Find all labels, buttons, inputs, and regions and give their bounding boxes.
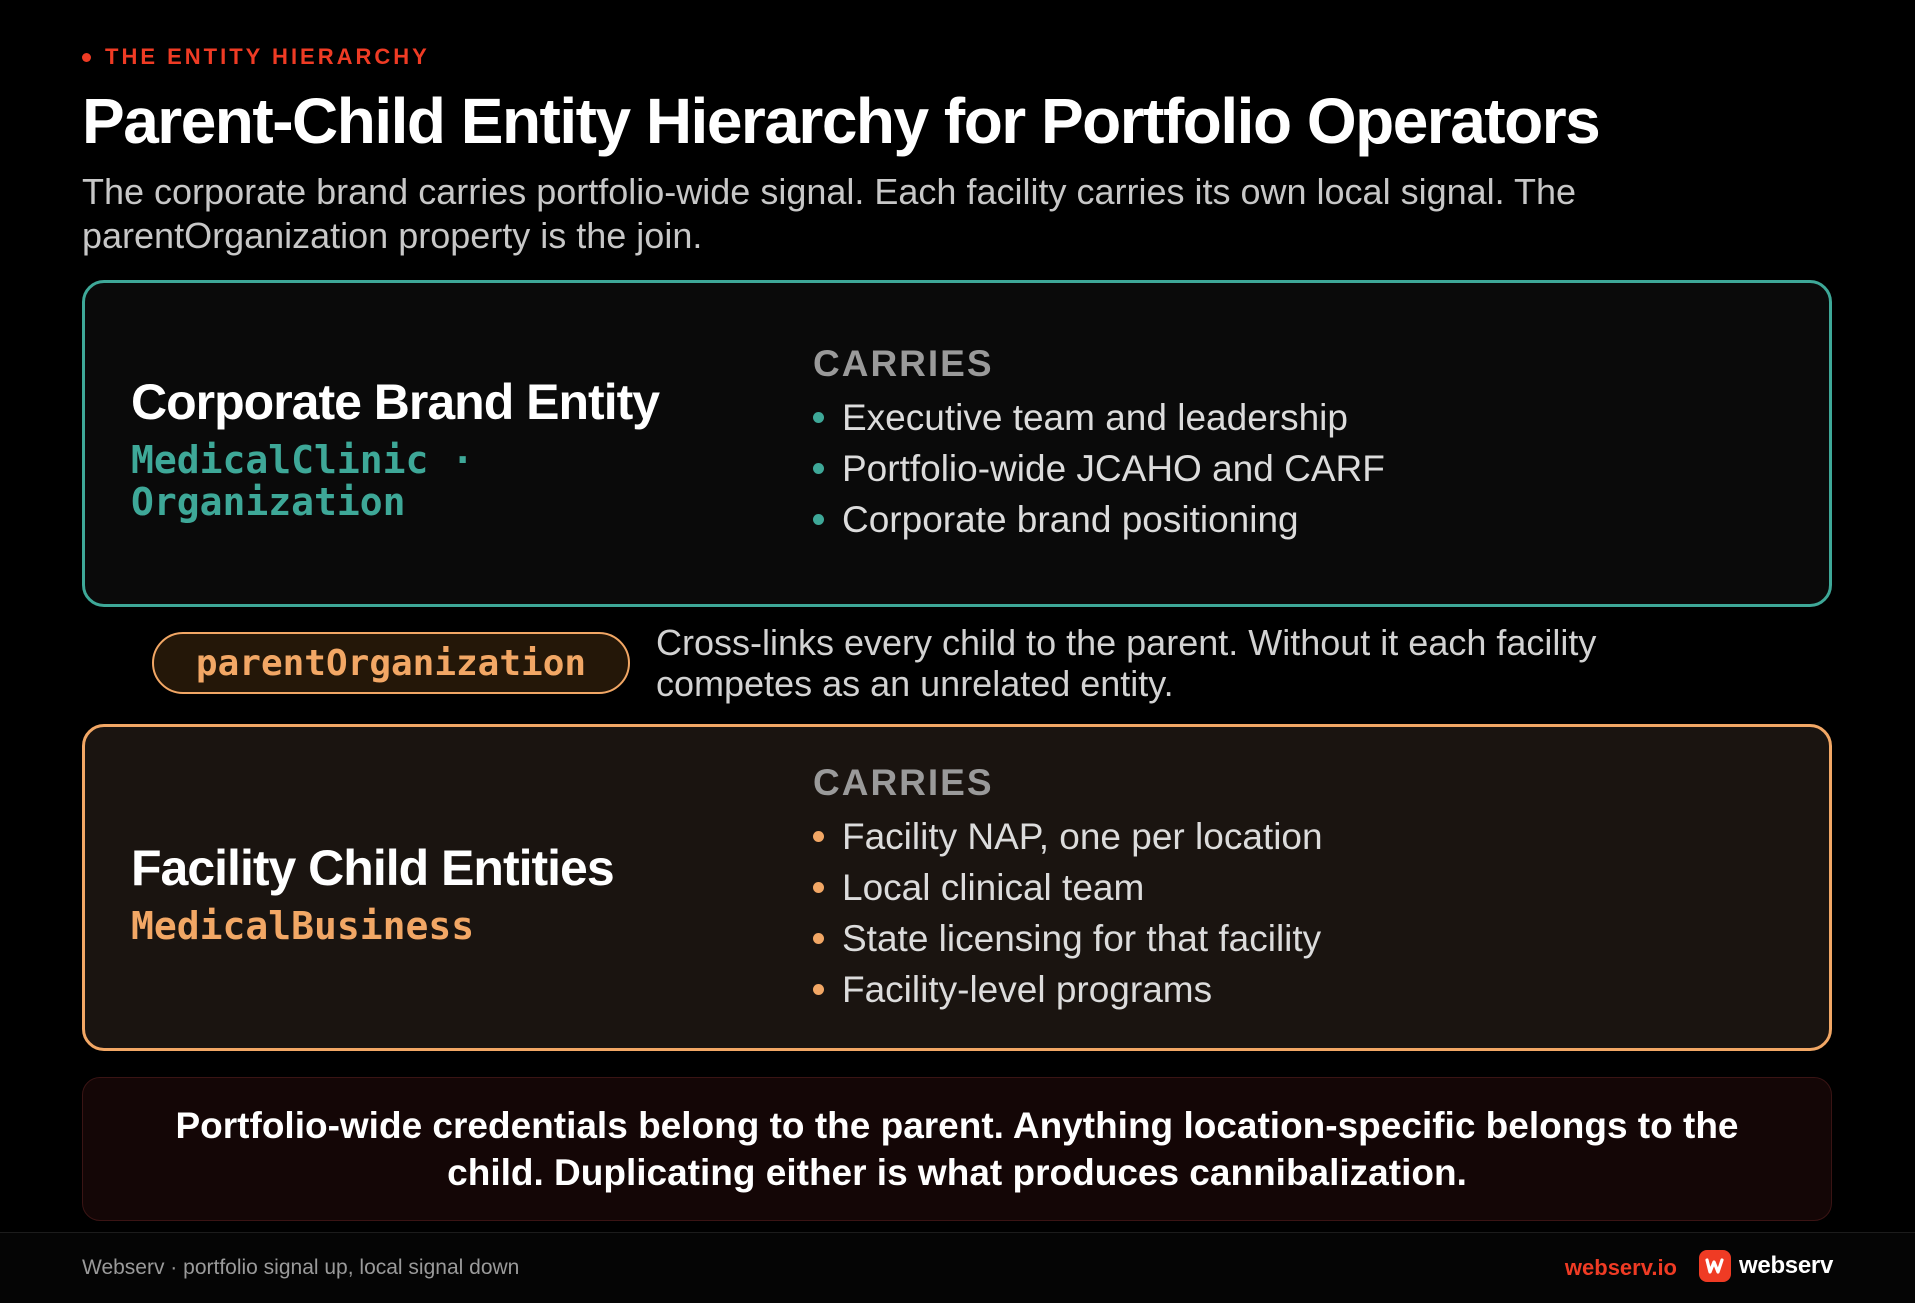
list-item-text: Facility-level programs [842,968,1213,1010]
parent-carries-list [813,392,1829,545]
parent-organization-pill: parentOrganization [152,632,630,694]
list-item [813,964,1829,1015]
parent-entity-title: Corporate Brand Entity [131,373,660,430]
eyebrow-dot-icon [82,53,91,62]
list-item [813,392,1829,443]
webserv-logo-icon [1699,1250,1731,1282]
bullet-icon [813,933,824,944]
page-subtitle: The corporate brand carries portfolio-wide signal. Each facility carries its own local signal. The parentOrganization property is the join. [82,171,1577,256]
footer-url-link[interactable]: webserv.io [1564,1255,1677,1280]
join-description: Cross-links every child to the parent. Without it each facility competes as an unrelated entity. [656,622,1597,704]
child-entity-heading [85,727,813,1048]
brand-name: webserv [1739,1252,1833,1279]
list-item [813,862,1829,913]
parent-entity-heading [85,283,813,604]
list-item [813,913,1829,964]
parent-carries-label: CARRIES [813,343,994,384]
page-title: Parent-Child Entity Hierarchy for Portfolio Operators [82,85,1600,157]
list-item [813,811,1829,862]
list-item-text: Facility NAP, one per location [842,815,1323,857]
list-item-text: Corporate brand positioning [842,499,1299,540]
bullet-icon [813,831,824,842]
bullet-icon [813,463,824,474]
list-item-text: State licensing for that facility [842,917,1322,959]
list-item [813,494,1829,545]
list-item-text: Executive team and leadership [842,397,1348,438]
child-carries-list [813,811,1829,1015]
join-row [152,622,1832,704]
footer [0,1232,1915,1303]
child-carries-section [813,727,1829,1048]
parent-entity-card [82,280,1832,607]
summary-callout-text: Portfolio-wide credentials belong to the parent. Anything location-specific belongs to the child. Duplicating either is what produces cannibalization. [175,1105,1739,1193]
parent-carries-section [813,283,1829,604]
list-item-text: Local clinical team [842,866,1145,908]
bullet-icon [813,514,824,525]
bullet-icon [813,984,824,995]
bullet-icon [813,882,824,893]
child-entity-type: MedicalBusiness [131,903,475,948]
eyebrow [82,44,430,70]
summary-callout [82,1077,1832,1221]
child-entity-title: Facility Child Entities [131,839,614,896]
eyebrow-label: THE ENTITY HIERARCHY [105,44,430,69]
bullet-icon [813,412,824,423]
parent-entity-type: MedicalClinic · Organization [131,437,475,524]
footer-tagline: Webserv · portfolio signal up, local signal down [82,1256,520,1279]
list-item [813,443,1829,494]
list-item-text: Portfolio-wide JCAHO and CARF [842,448,1385,489]
child-entity-card [82,724,1832,1051]
brand-lockup [1699,1250,1833,1282]
child-carries-label: CARRIES [813,761,994,803]
